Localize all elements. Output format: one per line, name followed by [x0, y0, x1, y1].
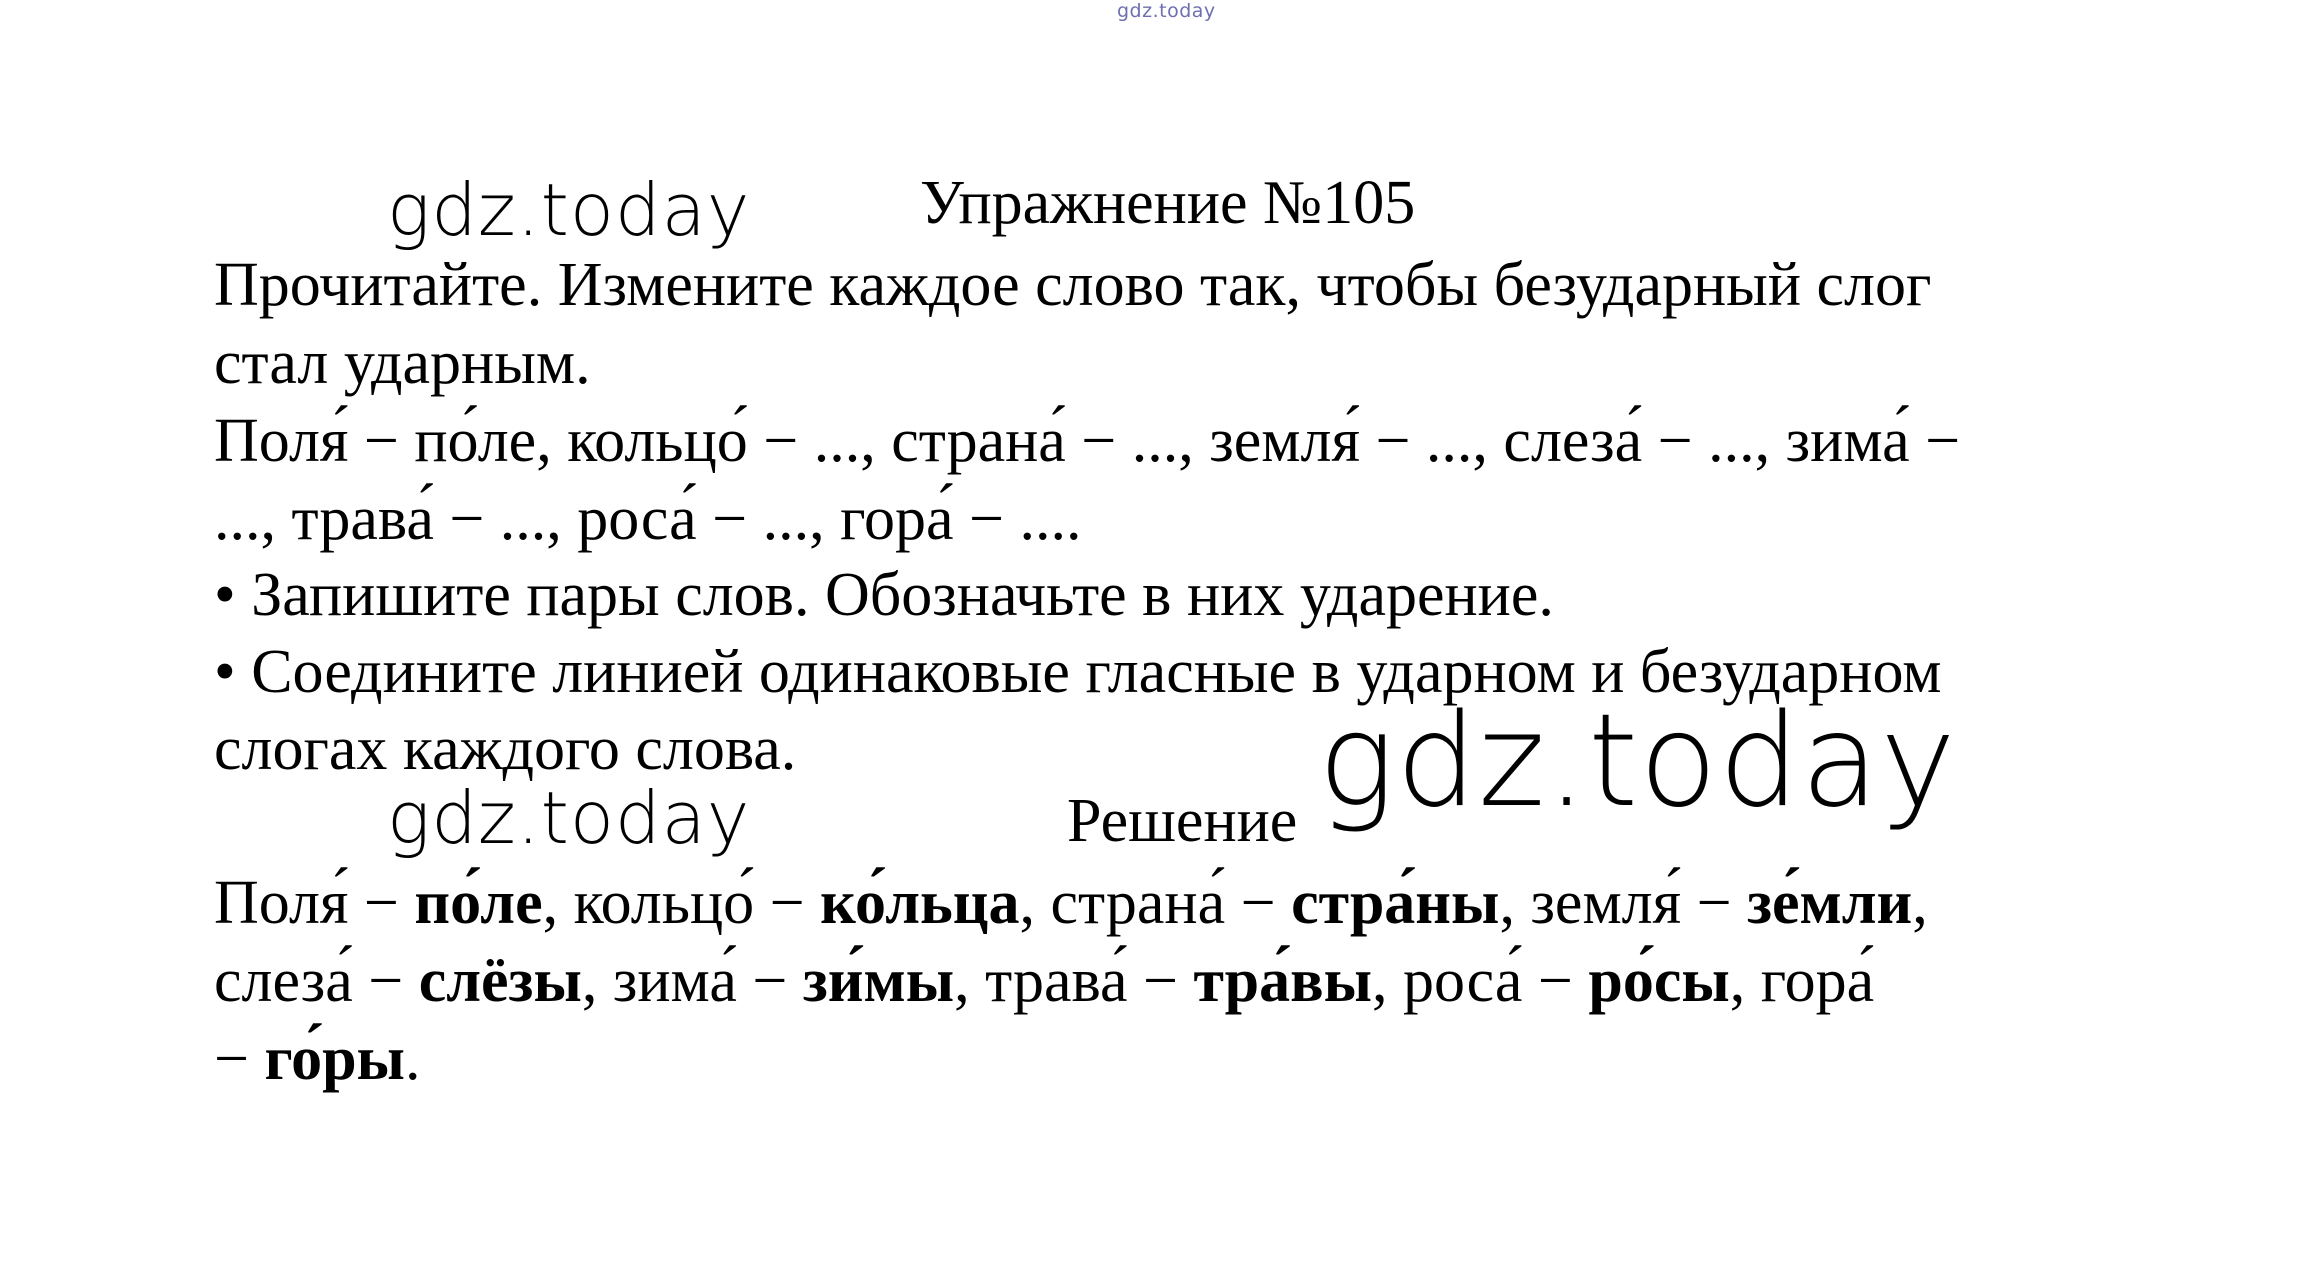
exercise-line: стал ударным.	[214, 329, 591, 397]
solution-text: −	[214, 1025, 265, 1093]
solution-line-3	[214, 1024, 420, 1095]
solution-answer: го́ры	[264, 1025, 405, 1093]
solution-answer: ко́льца	[820, 869, 1020, 937]
solution-text: .	[404, 1025, 421, 1093]
solution-answer: зи́мы	[802, 947, 955, 1015]
solution-answer: ро́сы	[1588, 947, 1730, 1015]
exercise-line: ..., трава́ − ..., роса́ − ..., гора́ − ....	[214, 485, 1082, 553]
solution-text: слеза́ −	[214, 947, 419, 1015]
exercise-title: Упражнение №105	[920, 169, 1416, 237]
exercise-line: • Соедините линией одинаковые гласные в ударном и безударном	[214, 638, 1942, 706]
solution-answer: стра́ны	[1291, 869, 1500, 937]
solution-text: , трава́ −	[954, 947, 1194, 1015]
solution-answer: по́ле	[414, 869, 543, 937]
solution-text: , зима́ −	[581, 947, 803, 1015]
exercise-line: Прочитайте. Измените каждое слово так, чтобы безударный слог	[214, 251, 1932, 319]
solution-text: ,	[1912, 869, 1928, 937]
solution-text: , кольцо́ −	[542, 869, 821, 937]
solution-text: , земля́ −	[1499, 869, 1748, 937]
solution-text: , гора́	[1729, 947, 1875, 1015]
solution-line-1	[214, 868, 1928, 939]
watermark-middle-large: gdz.today	[1318, 687, 1957, 836]
watermark-lower-left: gdz.today	[387, 776, 751, 860]
solution-line-2	[214, 946, 1874, 1017]
exercise-line: Поля́ − по́ле, кольцо́ − ..., страна́ − ..., земля́ − ..., слеза́ − ..., зима́ −	[214, 407, 1961, 475]
solution-text: , роса́ −	[1372, 947, 1589, 1015]
exercise-line: слогах каждого слова.	[214, 715, 797, 783]
watermark-upper-left: gdz.today	[387, 168, 751, 252]
solution-answer: тра́вы	[1193, 947, 1373, 1015]
solution-text: Поля́ −	[214, 869, 415, 937]
top-watermark: gdz.today	[1117, 0, 1216, 22]
solution-answer: зе́мли	[1747, 869, 1913, 937]
exercise-line: • Запишите пары слов. Обозначьте в них ударение.	[214, 561, 1554, 629]
solution-title: Решение	[1067, 787, 1298, 855]
solution-answer: слёзы	[418, 947, 582, 1015]
solution-text: , страна́ −	[1019, 869, 1292, 937]
